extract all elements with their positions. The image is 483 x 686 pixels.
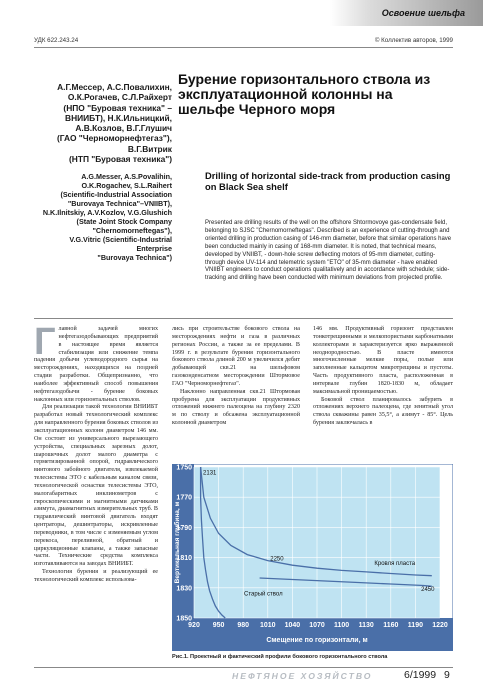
x-tick-label: 1220 <box>432 622 448 629</box>
body-paragraph: Наклонно направленная скв.21 Штормовая пробурена для эксплуатации продуктивных отложений нижнего палеоцена на глубину 2320 м по стволу и обсажена эксплуатационной колонной диаметром <box>172 388 300 427</box>
x-tick-label: 1160 <box>383 622 399 629</box>
y-tick-label: 1850 <box>176 615 192 623</box>
author-line: (Scientific-Industrial Association <box>60 190 172 199</box>
chart-annotation: 2131 <box>203 470 217 477</box>
header-rule <box>34 47 453 48</box>
author-line: (ГАО "Черноморнефтегаз"), <box>57 133 172 144</box>
author-line: A.G.Messer, A.S.Povalihin, <box>81 172 172 181</box>
x-tick-label: 950 <box>212 622 225 629</box>
body-paragraph: лись при строительстве бокового ствола на месторождениях нефти и газа в различных регионах России, а также за ее пределами. В 1999 г. в результате бурения горизонтального бокового ствола длиной 200 м увеличился дебит добывающей скв.21 на шельфовом газоконденсатном месторождении Штормовое ГАО "Черноморнефтегаз". <box>172 326 300 387</box>
abstract-en: Presented are drilling results of the well on the offshore Shtormovoye gas-condensate field, belonging to SJSC "Chernomorneftegas". Described is an experience of cutting-through and oriented drilling in production casing of 146-mm diameter, before that similar operations have been conducted mainly in casing of 168-mm diameter. It is noted, that technical means, developed by VNIIBT, - down-hole screw deflecting motors of 95-mm diameter, cutting-through device UV-114 and telemetric system "ETO" of 35-mm diameter - have enabled VNIIBT engineers to conduct operations qualitatively and in accordance with schedule; side-tracking and drilling have been conducted with minimum deviations from projected profile. <box>205 220 452 282</box>
author-line: "Burovaya Technica") <box>97 253 172 262</box>
chart-annotation: 2250 <box>270 556 284 563</box>
abstract-rule <box>34 318 453 319</box>
x-tick-label: 1130 <box>358 622 374 629</box>
y-tick-label: 1790 <box>176 524 192 532</box>
article-title-en: Drilling of horizontal side-track from production casing on Black Sea shelf <box>205 170 451 192</box>
chart-annotation: Кровля пласта <box>374 561 416 568</box>
body-column-2 <box>172 326 300 428</box>
body-paragraph: лавной задачей многих нефтегазодобывающих предприятий в настоящее время является стабилизация или снижение темпа падения добычи углеводородного сырья на месторождениях, находящихся на поздней стадии разработки. Общепризнанно, что наиболее эффективный способ повышения нефтегазодобычи - бурение боковых наклонных или горизонтальных стволов. <box>34 326 158 403</box>
x-tick-label: 1010 <box>260 622 276 629</box>
x-tick-label: 920 <box>188 622 200 629</box>
author-line: "Burovaya Technica"–VNIIBT), <box>67 199 172 208</box>
body-column-1 <box>34 321 158 585</box>
x-tick-label: 980 <box>237 622 250 629</box>
x-tick-label: 1040 <box>284 622 301 629</box>
body-paragraph: Боковой ствол планировалось забурить в отложениях верхнего палеоцена, где зенитный угол ствола скважины равен 35,5°, а азимут - 85°. Цель бурения заключалась в <box>313 396 453 427</box>
authors-en <box>34 172 172 262</box>
y-tick-label: 1770 <box>176 494 192 502</box>
author-line: (НТП "Буровая техника") <box>69 154 172 165</box>
x-axis-title: Смещение по горизонтали, м <box>266 637 368 644</box>
author-line: А.В.Козлов, В.Г.Глушич <box>75 123 172 134</box>
author-line: О.К.Рогачев, С.Л.Райхерт <box>67 92 172 103</box>
y-tick-label: 1750 <box>176 464 192 472</box>
body-paragraph: Для реализации такой технологии ВНИИБТ разработал новый технологический комплекс для направленного бурения боковых стволов из эксплуатационных колонн диаметром 146 мм. Он состоит из универсального вырезающего устройства, специальных зарезных долот, шарошечных долот малого диаметра с герметизированной опорой, гидравлического винтового забойного двигателя, извлекаемой телесистемы ЭТО с кабельным каналом связи, технологической оснастки телесистемы ЭТО, малогабаритных инклинометров с гироскопическими и магнитными датчиками азимута, диамагнитных измерительных труб. В гидравлический винтовой двигатель входят центраторы, дешинтраторы, искривленные переводники, в том числе с изменяемым углом перекоса, переливной, обратный и циркуляционные клапаны, а также запасные части. Технические средства комплекса изготавливаются на заводах ВНИИБТ. <box>34 404 158 568</box>
author-line: (НПО "Буровая техника" – <box>63 102 172 113</box>
figure-profile-chart <box>172 464 453 651</box>
chart-svg <box>172 464 453 651</box>
y-axis-title: Вертикальная глубина, м <box>174 501 181 584</box>
chart-annotation: 2450 <box>421 586 435 593</box>
x-tick-label: 1190 <box>407 622 423 629</box>
author-line: O.K.Rogachev, S.L.Raihert <box>81 181 172 190</box>
author-line: В.Г.Витрик <box>127 143 172 154</box>
body-column-3 <box>313 326 453 428</box>
body-paragraph: Технология бурения и реализующий ее технологический комплекс использова- <box>34 569 158 583</box>
author-line: (State Joint Stock Company <box>76 217 172 226</box>
udk-code: УДК 622.243.24 <box>34 37 79 44</box>
section-label: Освоение шельфа <box>381 8 465 18</box>
x-tick-label: 1070 <box>309 622 325 629</box>
article-title-ru: Бурение горизонтального ствола из эксплуатационной колонны на шельфе Черного моря <box>178 71 431 117</box>
authors-ru <box>34 82 172 164</box>
y-tick-label: 1810 <box>176 555 192 563</box>
footer-rule <box>34 667 453 668</box>
footer-issue: 6/1999 <box>404 669 437 681</box>
x-tick-label: 1100 <box>334 622 350 629</box>
author-line: ВНИИБТ), Н.К.Ильницкий, <box>65 112 172 123</box>
author-line: "Chernomorneftegas"), <box>92 226 172 235</box>
author-line: А.Г.Мессер, А.С.Повалихин, <box>57 82 172 92</box>
body-paragraph: 146 мм. Продуктивный горизонт представлен тонкотрещинными и мелкопористыми карбонатными коллекторами и характеризуется ярко выраженной неоднородностью. В пласте имеются многочисленные мелкие поры, полые или заполненные кальцитом микротрещины и пустоты. Часть продуктивного пласта, расположенная в интервале глубин 1820-1830 м, обладает максимальной проницаемостью. <box>313 326 453 395</box>
chart-annotation: Старый ствол <box>244 591 283 598</box>
page-number: 9 <box>444 669 450 681</box>
footer-journal-name: НЕФТЯНОЕ ХОЗЯЙСТВО <box>232 671 373 681</box>
copyright-note: © Коллектив авторов, 1999 <box>374 37 453 44</box>
author-line: N.K.Ilnitskiy, A.V.Kozlov, V.G.Glushich <box>42 208 172 217</box>
drop-cap: Г <box>34 321 56 363</box>
author-line: V.G.Vitric (Scientific-Industrial Enterprise <box>69 235 172 253</box>
figure-caption: Рис.1. Проектный и фактический профили бокового горизонтального ствола <box>172 654 388 660</box>
y-tick-label: 1830 <box>176 585 192 593</box>
